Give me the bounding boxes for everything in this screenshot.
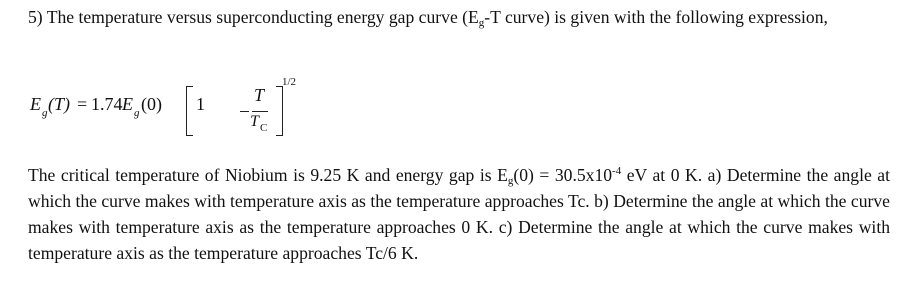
eq-fraction-bar bbox=[252, 111, 268, 112]
question-text-part3: eV at 0 K. a) Determine the angle at which the curve makes with temperature axis as the temperature approaches Tc. b) Determine the angle at which the curve makes with temperature axis as the temperature approaches 0 K. c) Determine the angle at which the curve makes with temperature axis as the temperature approaches Tc/6 K. bbox=[28, 165, 890, 263]
question-subscript-g: g bbox=[507, 175, 514, 187]
energy-gap-equation bbox=[30, 70, 297, 142]
intro-text-prefix: 5) The temperature versus superconducting energy gap curve (E bbox=[28, 7, 479, 27]
eq-rhs-E: E bbox=[122, 94, 133, 114]
problem-question-paragraph bbox=[28, 162, 890, 266]
eq-rhs-subscript-g: g bbox=[134, 107, 140, 119]
question-superscript-exponent: -4 bbox=[612, 165, 622, 177]
question-text-part2: (0) = 30.5x10 bbox=[513, 165, 613, 185]
eq-lhs-argument: (T) bbox=[48, 94, 70, 114]
intro-subscript-g: g bbox=[478, 17, 485, 29]
eq-rhs-argument: (0) bbox=[141, 94, 162, 114]
right-square-bracket bbox=[276, 86, 283, 136]
eq-fraction-numerator: T bbox=[254, 85, 265, 105]
eq-denominator-subscript-c: C bbox=[260, 122, 268, 134]
question-text-part1: The critical temperature of Niobium is 9.25 K and energy gap is E bbox=[28, 165, 508, 185]
eq-coefficient: 1.74 bbox=[91, 94, 123, 114]
eq-fraction-denominator: T bbox=[250, 113, 259, 130]
eq-equals-sign: = bbox=[77, 94, 88, 114]
eq-one: 1 bbox=[196, 94, 205, 114]
eq-lhs-subscript-g: g bbox=[42, 107, 48, 119]
eq-minus-sign bbox=[240, 111, 249, 112]
left-square-bracket bbox=[186, 86, 193, 136]
intro-text-suffix: -T curve) is given with the following expression, bbox=[484, 7, 828, 27]
eq-lhs-E: E bbox=[30, 94, 41, 114]
problem-intro-paragraph bbox=[28, 4, 890, 30]
eq-exponent: 1/2 bbox=[282, 76, 297, 88]
